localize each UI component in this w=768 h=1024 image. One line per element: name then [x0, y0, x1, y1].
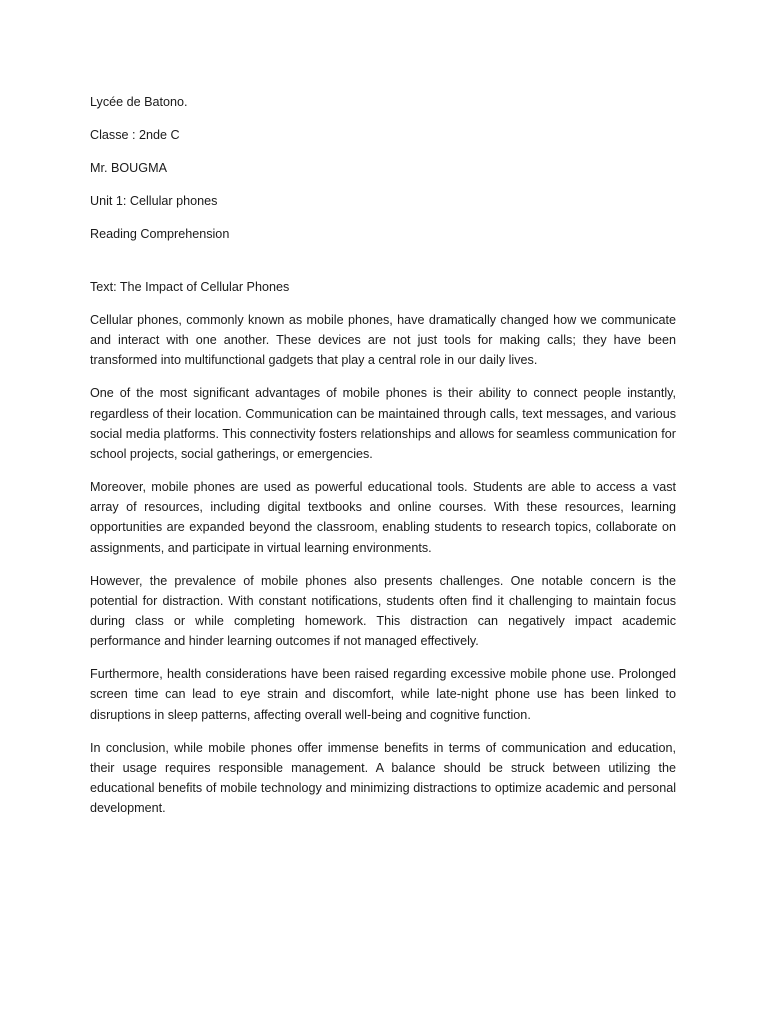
- paragraph-connectivity: One of the most significant advantages of mobile phones is their ability to connect people instantly, regardless of their location. Communication can be maintained through calls, text messages, and various social media platforms. This connectivity fosters relationships and allows for seamless communication for school projects, social gatherings, or emergencies.: [90, 386, 676, 462]
- blank-line: [90, 257, 676, 277]
- section-title: Reading Comprehension: [90, 227, 230, 241]
- paragraph-intro: Cellular phones, commonly known as mobile phones, have dramatically changed how we communicate and interact with one another. These devices are not just tools for making calls; they have been transformed into multifunctional gadgets that play a central role in our daily lives.: [90, 313, 676, 368]
- paragraph-conclusion: In conclusion, while mobile phones offer immense benefits in terms of communication and education, their usage requires responsible management. A balance should be struck between utilizing the educational benefits of mobile technology and minimizing distractions to optimize academic and personal development.: [90, 740, 676, 816]
- unit-title: Unit 1: Cellular phones: [90, 194, 218, 208]
- paragraph-health: Furthermore, health considerations have been raised regarding excessive mobile phone use. Prolonged screen time can lead to eye strain and discomfort, while late-night phone use has been linked to disruptions in sleep patterns, affecting overall well-being and cognitive function.: [90, 667, 676, 722]
- school-name: Lycée de Batono.: [90, 95, 188, 109]
- class-label: Classe : 2nde C: [90, 128, 180, 142]
- paragraph-distraction: However, the prevalence of mobile phones also presents challenges. One notable concern is the potential for distraction. With constant notifications, students often find it challenging to maintain focus during class or while completing homework. This distraction can negatively impact academic performance and hinder learning outcomes if not managed effectively.: [90, 573, 676, 649]
- document-page: [90, 92, 676, 831]
- paragraph-education: Moreover, mobile phones are used as powerful educational tools. Students are able to access a vast array of resources, including digital textbooks and online courses. With these resources, learning opportunities are expanded beyond the classroom, enabling students to research topics, collaborate on assignments, and participate in virtual learning environments.: [90, 480, 676, 555]
- text-title: Text: The Impact of Cellular Phones: [90, 280, 290, 294]
- teacher-name: Mr. BOUGMA: [90, 161, 167, 175]
